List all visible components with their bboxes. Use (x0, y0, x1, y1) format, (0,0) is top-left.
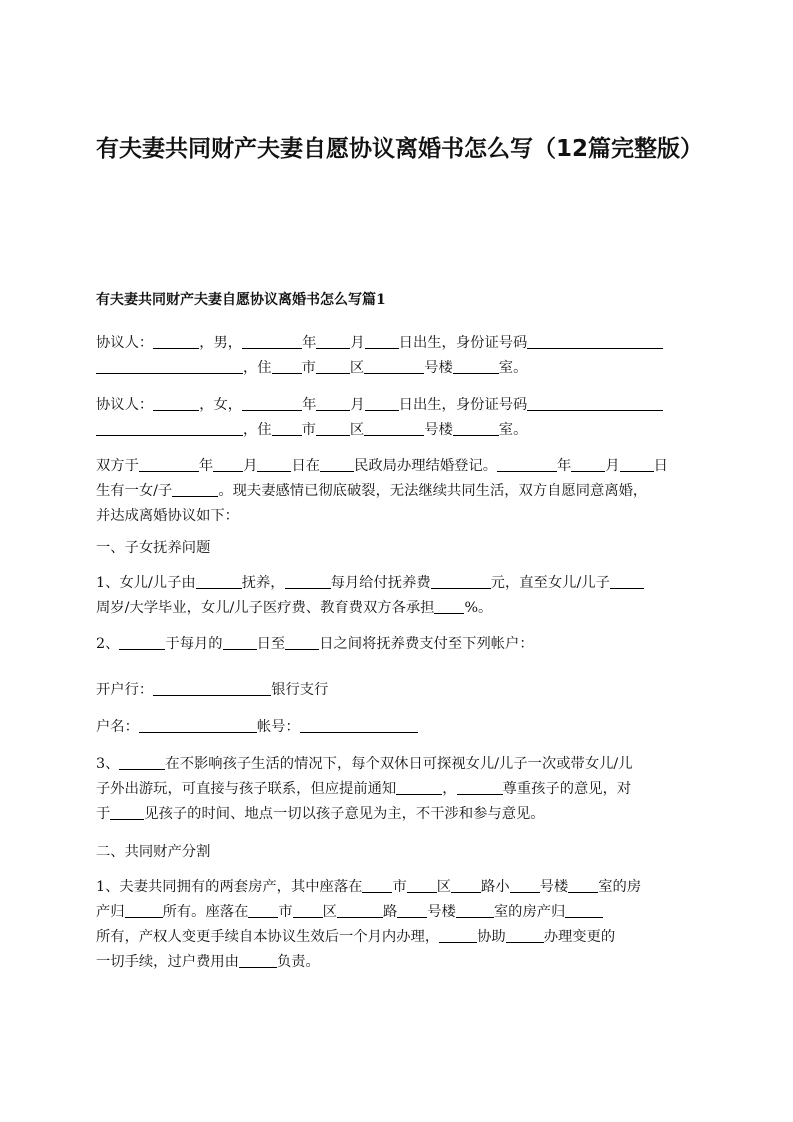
blank (620, 457, 654, 472)
blank (196, 574, 242, 589)
account-number-blank (300, 718, 418, 733)
blank (456, 903, 494, 918)
blank (110, 805, 144, 820)
blank (431, 574, 491, 589)
month-blank (316, 334, 350, 349)
blank (293, 903, 323, 918)
blank (362, 878, 392, 893)
blank (139, 457, 199, 472)
year-blank (242, 334, 302, 349)
visitation-paragraph: 3、 在不影响孩子生活的情况下，每个双休日可探视女儿/儿子一次或带女儿/儿 子外出游玩，可直接与孩子联系，但应提前通知 ， 尊重孩子的意见，对 于 见孩子的时间、地点一切以孩子意见为主，不干涉和参与意见。 (96, 756, 633, 822)
blank (510, 878, 540, 893)
blank (119, 635, 165, 650)
blank (396, 780, 442, 795)
blank (248, 903, 278, 918)
city-blank (272, 421, 302, 436)
account-name-blank (139, 718, 257, 733)
district-blank (316, 421, 350, 436)
blank (257, 457, 291, 472)
blank (125, 903, 163, 918)
document-title: 有夫妻共同财产夫妻自愿协议离婚书怎么写（12篇完整版） (96, 136, 704, 162)
section-one-heading: 一、子女抚养问题 (96, 540, 211, 556)
party-one-paragraph: 协议人： ，男， 年 月 日出生，身份证号码 ，住 市 区 号楼 室。 (96, 331, 698, 381)
blank (213, 457, 243, 472)
section-heading: 有夫妻共同财产夫妻自愿协议离婚书怎么写篇1 (96, 292, 386, 308)
party-two-paragraph: 协议人： ，女， 年 月 日出生，身份证号码 ，住 市 区 号楼 室。 (96, 393, 698, 443)
custody-paragraph: 1、女儿/儿子由 抚养， 每月给付抚养费 元，直至女儿/儿子 周岁/大学毕业，女儿/儿子医疗费、教育费双方各承担 %。 (96, 571, 698, 621)
blank (506, 928, 544, 943)
building-blank (364, 359, 424, 374)
building-blank (364, 421, 424, 436)
blank (320, 457, 354, 472)
blank (285, 574, 331, 589)
city-blank (272, 359, 302, 374)
name-blank (153, 396, 199, 411)
account-line: 户名： 帐号： (96, 715, 698, 740)
district-blank (316, 359, 350, 374)
month-blank (316, 396, 350, 411)
blank (172, 482, 218, 497)
property-paragraph: 1、夫妻共同拥有的两套房产，其中座落在 市 区 路小 号楼 室的房 产归 所有。座落在 市 区 路 号楼 室的房产归 所有，产权人变更手续自本协议生效后一个月内办理， 协助 办理变更的 一切手续，过户费用由 负责。 (96, 879, 642, 970)
year-blank (242, 396, 302, 411)
room-blank (453, 421, 499, 436)
day-blank (365, 334, 399, 349)
id-blank (527, 396, 663, 411)
blank (457, 780, 503, 795)
blank (407, 878, 437, 893)
blank (439, 928, 477, 943)
blank (223, 635, 257, 650)
payment-paragraph: 2、 于每月的 日至 日之间将抚养费支付至下列帐户： (96, 636, 534, 652)
marriage-paragraph: 双方于 年 月 日在 民政局办理结婚登记。 年 月 日 生有一女/子 。现夫妻感情已彻底破裂，无法继续共同生活，双方自愿同意离婚， 并达成离婚协议如下： (96, 458, 668, 524)
name-blank (153, 334, 199, 349)
blank (337, 903, 383, 918)
blank (397, 903, 427, 918)
id-blank-cont (96, 421, 243, 436)
id-blank-cont (96, 359, 243, 374)
blank (571, 457, 605, 472)
day-blank (365, 396, 399, 411)
blank (568, 878, 598, 893)
blank (434, 599, 464, 614)
blank (451, 878, 481, 893)
bank-blank (153, 681, 271, 696)
blank (497, 457, 557, 472)
section-two-heading: 二、共同财产分割 (96, 844, 211, 860)
room-blank (453, 359, 499, 374)
bank-line: 开户行： 银行支行 (96, 682, 329, 698)
blank (565, 903, 603, 918)
blank (119, 755, 165, 770)
blank (239, 953, 277, 968)
blank (610, 574, 644, 589)
blank (285, 635, 319, 650)
id-blank (527, 334, 663, 349)
